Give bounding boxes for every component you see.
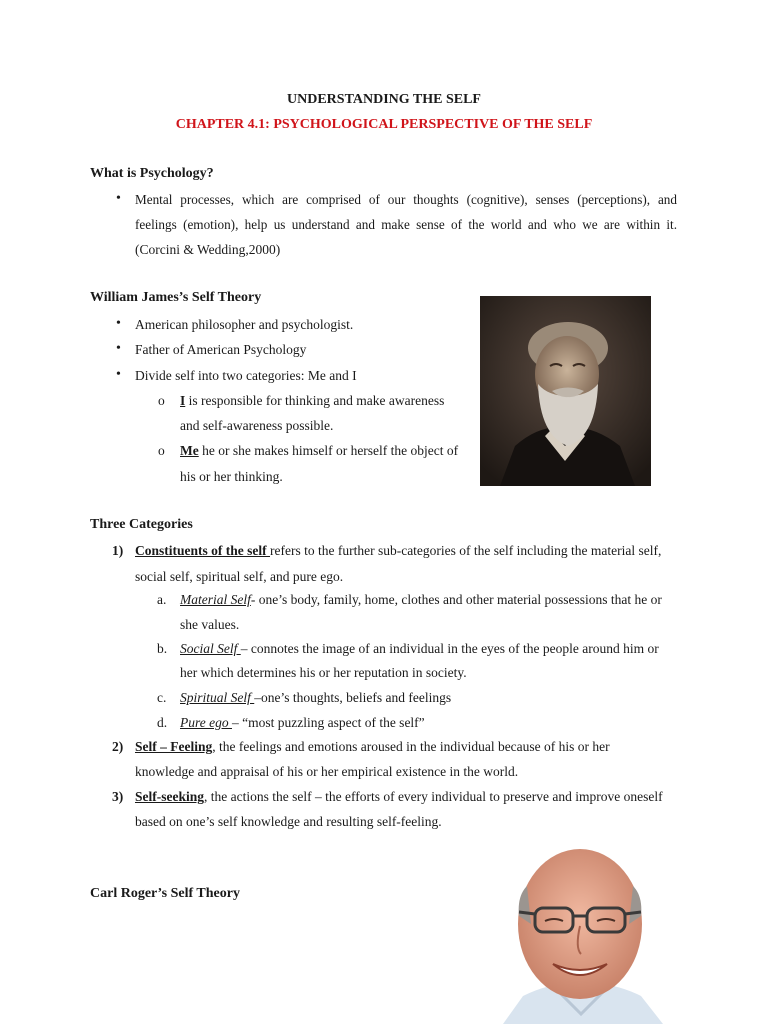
spiritual-self-line [180,690,451,706]
section-heading-psychology: What is Psychology? [90,166,214,181]
bullet-icon: • [116,341,121,356]
list-number: 2) [112,739,124,754]
category-1-line-2: social self, spiritual self, and pure ego. [135,569,344,584]
james-item: Divide self into two categories: Me and I [135,368,357,383]
psychology-line-1: Mental processes, which are comprised of our thoughts (cognitive), senses (perceptions), and [135,192,677,207]
pure-ego-text: – “most puzzling aspect of the self” [231,715,425,730]
social-self-text: – connotes the image of an individual in the eyes of the people around him or [240,641,659,656]
list-number: 1) [112,543,124,558]
james-item: American philosopher and psychologist. [135,317,354,332]
james-item: Father of American Psychology [135,342,307,357]
sub-list-marker: c. [157,690,167,705]
category-3-line-2: based on one’s self knowledge and resulting self-feeling. [135,814,442,829]
sub-list-marker: d. [157,715,168,730]
james-i-line-1 [180,393,470,409]
james-me-line-1 [180,443,458,459]
material-self-text: - one’s body, family, home, clothes and other material possessions that he or [250,592,662,607]
psychology-line-2: feelings (emotion), help us understand and make sense of the world and who we are within it. [135,217,677,232]
carl-rogers-portrait [493,836,668,1024]
bullet-icon: • [116,316,121,331]
category-2-line-1 [135,739,610,755]
spiritual-self-text: –one’s thoughts, beliefs and feelings [254,690,452,705]
section-heading-james: William James’s Self Theory [90,290,262,305]
bullet-icon: • [116,191,121,206]
sub-bullet-marker: o [158,443,165,458]
self-feeling-text: , the feelings and emotions aroused in the individual because of his or her [212,739,610,754]
social-self-line-1 [180,641,659,657]
section-heading-rogers: Carl Roger’s Self Theory [90,886,240,901]
constituents-label: Constituents of the self [135,543,270,558]
william-james-portrait [480,296,651,486]
sub-bullet-marker: o [158,393,165,408]
social-self-line-2: her which determines his or her reputation in society. [180,665,467,680]
bullet-icon: • [116,367,121,382]
chapter-title: CHAPTER 4.1: PSYCHOLOGICAL PERSPECTIVE OF THE SELF [175,117,593,132]
document-title: UNDERSTANDING THE SELF [287,92,481,107]
spiritual-self-label: Spiritual Self [180,690,255,705]
i-description: is responsible for thinking and make awareness [185,393,445,408]
self-feeling-label: Self – Feeling [135,739,213,754]
list-number: 3) [112,789,124,804]
me-label: Me [180,443,199,458]
material-self-label: Material Self [180,592,251,607]
sub-list-marker: a. [157,592,167,607]
sub-list-marker: b. [157,641,168,656]
category-1-line-1 [135,543,661,559]
social-self-label: Social Self [180,641,241,656]
pure-ego-label: Pure ego [180,715,232,730]
psychology-citation: (Corcini & Wedding,2000) [135,242,281,257]
category-2-line-2: knowledge and appraisal of his or her empirical existence in the world. [135,764,519,779]
material-self-line-1 [180,592,662,608]
section-heading-categories: Three Categories [90,517,193,532]
james-me-line-2: his or her thinking. [180,469,283,484]
category-3-line-1 [135,789,663,805]
i-label: I [180,393,186,408]
james-i-line-2: and self-awareness possible. [180,418,334,433]
pure-ego-line [180,715,425,731]
material-self-line-2: she values. [180,617,240,632]
constituents-text: refers to the further sub-categories of the self including the material self, [270,543,662,558]
me-description: he or she makes himself or herself the object of [198,443,459,458]
self-seeking-label: Self-seeking [135,789,204,804]
self-seeking-text: , the actions the self – the efforts of every individual to preserve and improve oneself [204,789,663,804]
